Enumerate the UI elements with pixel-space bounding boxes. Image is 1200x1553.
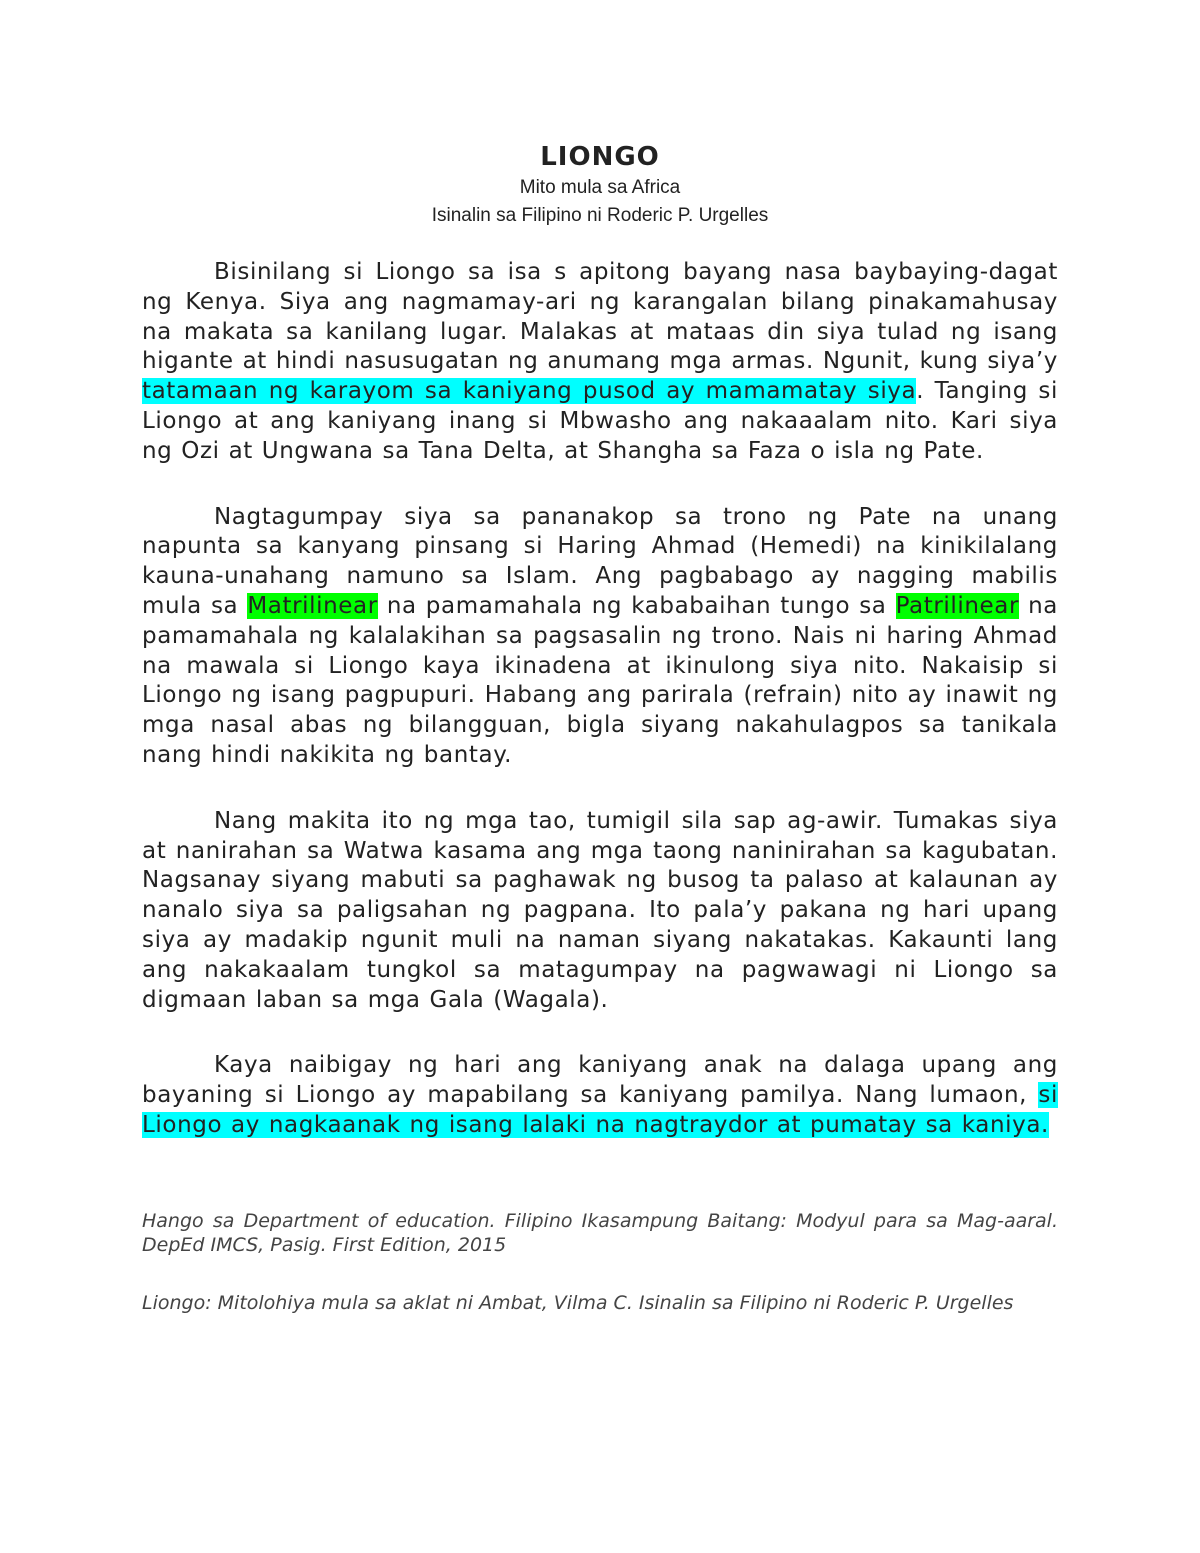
paragraph-2-highlight-patrilinear: Patrilinear (895, 592, 1020, 619)
document-page (142, 140, 1058, 1315)
paragraph-4-highlight: si Liongo ay nagkaanak ng isang lalaki na nagtraydor at pumatay sa kaniya. (142, 1082, 1058, 1138)
paragraph-1-highlight: tatamaan ng karayom sa kaniyang pusod ay mamamatay siya (142, 378, 917, 405)
document-subtitle-genre: Mito mula sa Africa (519, 177, 681, 198)
paragraph-2-text-a: Nagtagumpay siya sa pananakop sa trono ng Pate na unang napunta sa kanyang pinsang si Haring Ahmad (Hemedi) na kinikilalang kauna-unahang namuno sa Islam. Ang pagbabago ay nagging mabilis mula sa (142, 503, 1058, 619)
reference-source-2: Liongo: Mitolohiya mula sa aklat ni Ambat, Vilma C. Isinalin sa Filipino ni Roderic P. Urgelles (142, 1291, 1014, 1314)
paragraph-1-text-a: Bisinilang si Liongo sa isa s apitong bayang nasa baybaying-dagat ng Kenya. Siya ang nagmamay-ari ng karangalan bilang pinakamahusay na makata sa kanilang lugar. Malakas at mataas din siya tulad ng isang higante at hindi nasusugatan ng anumang mga armas. Ngunit, kung siya’y (142, 259, 1058, 375)
paragraph-1-text-b: . Tanging si Liongo at ang kaniyang inang si Mbwasho ang nakaaalam nito. Kari siya ng Ozi at Ungwana sa Tana Delta, at Shangha sa Faza o isla ng Pate. (142, 378, 1058, 464)
reference-source-1: Hango sa Department of education. Filipino Ikasampung Baitang: Modyul para sa Mag-aaral. DepEd IMCS, Pasig. First Edition, 2015 (142, 1209, 1058, 1256)
paragraph-4-text-a: Kaya naibigay ng hari ang kaniyang anak na dalaga upang ang bayaning si Liongo ay mapabilang sa kaniyang pamilya. Nang lumaon, (142, 1052, 1058, 1109)
paragraph-3: Nang makita ito ng mga tao, tumigil sila sap ag-awir. Tumakas siya at nanirahan sa Watwa kasama ang mga taong naninirahan sa kagubatan. Nagsanay siyang mabuti sa paghawak ng busog ta palaso at kalaunan ay nanalo siya sa paligsahan ng pagpana. Ito pala’y pakana ng hari upang siya ay madakip ngunit muli na naman siyang nakatakas. Kakaunti lang ang nakakaalam tungkol sa matagumpay na pagwawagi ni Liongo sa digmaan laban sa mga Gala (Wagala). (142, 807, 1058, 1013)
document-title: LIONGO (540, 142, 660, 172)
paragraph-2 (142, 503, 1058, 771)
paragraph-4 (142, 1051, 1058, 1140)
paragraph-2-text-b: na pamamahala ng kababaihan tungo sa (377, 592, 896, 619)
paragraph-2-highlight-matrilinear: Matrilinear (247, 592, 378, 619)
document-subtitle-translator: Isinalin sa Filipino ni Roderic P. Urgelles (431, 205, 769, 226)
paragraph-1 (142, 258, 1058, 467)
paragraph-2-text-c: na pamamahala ng kalalakihan sa pagsasalin ng trono. Nais ni haring Ahmad na mawala si Liongo kaya ikinadena at ikinulong siya nito. Nakaisip si Liongo ng isang pagpupuri. Habang ang parirala (refrain) nito ay inawit ng mga nasal abas ng bilangguan, bigla siyang nakahulagpos sa tanikala nang hindi nakikita ng bantay. (142, 592, 1058, 768)
